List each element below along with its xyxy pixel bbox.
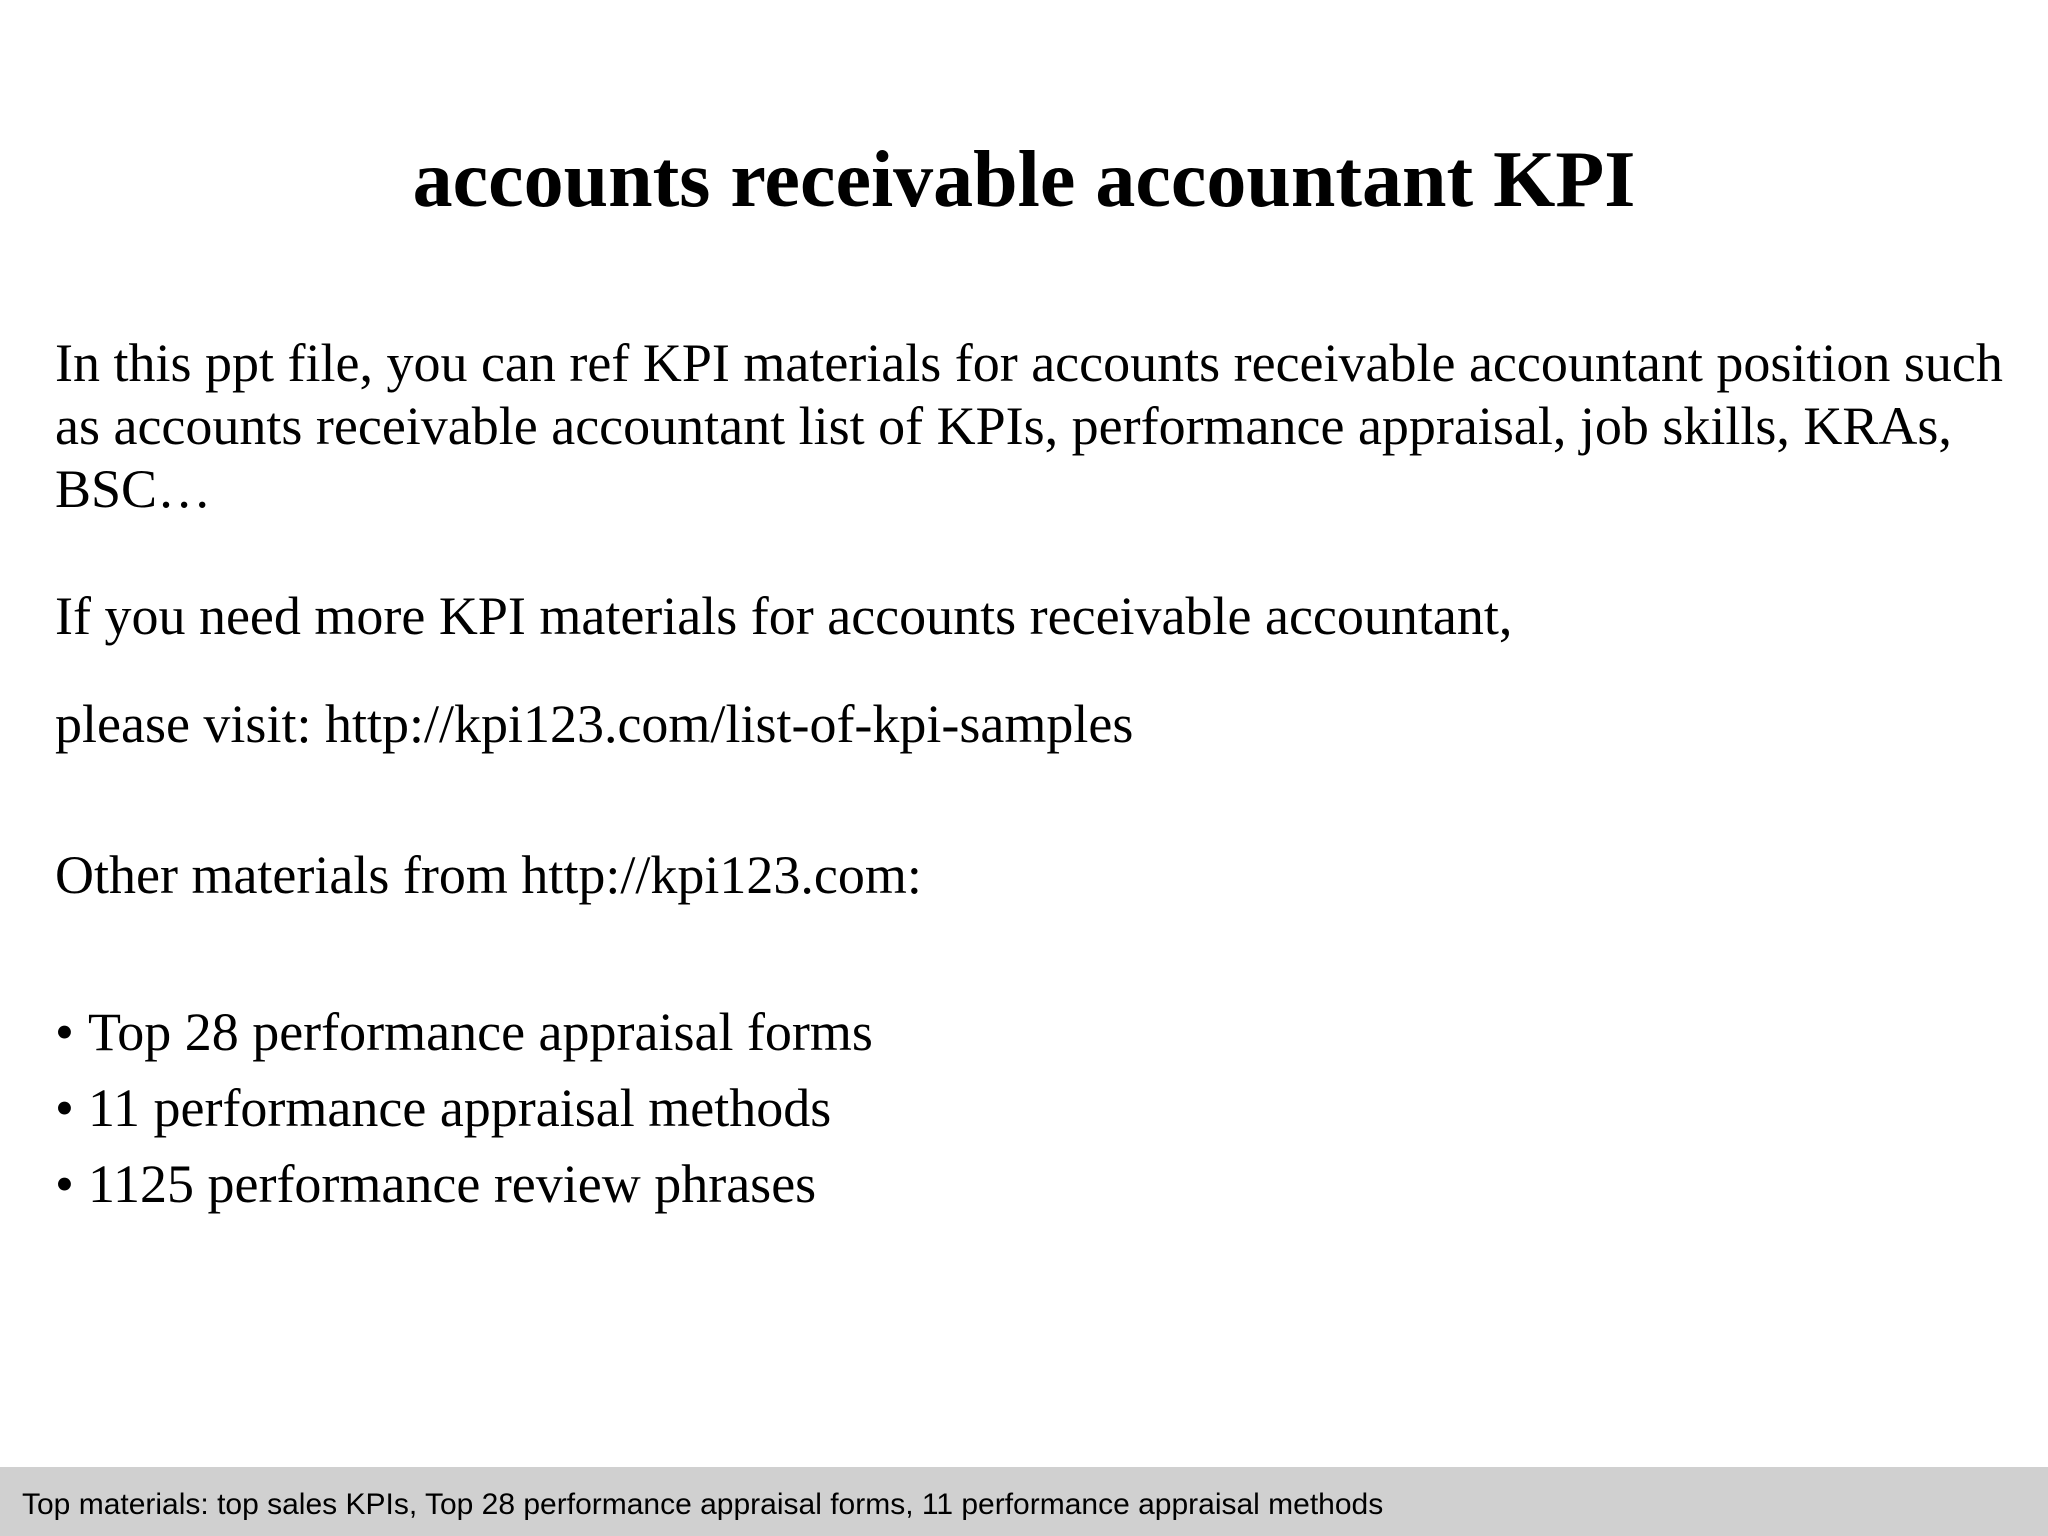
bullet-icon: •: [55, 1154, 74, 1214]
need-more-text: If you need more KPI materials for accounts receivable accountant,: [55, 586, 1513, 646]
bullet-icon: •: [55, 1078, 74, 1138]
other-materials-heading: Other materials from http://kpi123.com:: [55, 845, 922, 905]
list-item-label: 11 performance appraisal methods: [88, 1078, 832, 1138]
slide-title: accounts receivable accountant KPI: [412, 136, 1636, 224]
footer-bar: [0, 1467, 2048, 1536]
list-item: [55, 1070, 873, 1146]
list-item: [55, 994, 873, 1070]
bullet-icon: •: [55, 1002, 74, 1062]
list-item-label: Top 28 performance appraisal forms: [88, 1002, 873, 1062]
footer-text: Top materials: top sales KPIs, Top 28 performance appraisal forms, 11 performance appraisal methods: [22, 1488, 1384, 1521]
intro-paragraph: In this ppt file, you can ref KPI materials for accounts receivable accountant position such as accounts receivable accountant list of KPIs, performance appraisal, job skills, KRAs, BSC…: [55, 333, 2003, 519]
visit-link-text: please visit: http://kpi123.com/list-of-kpi-samples: [55, 694, 1134, 754]
list-item-label: 1125 performance review phrases: [88, 1154, 817, 1214]
list-item: [55, 1146, 873, 1222]
materials-list: [55, 994, 873, 1222]
